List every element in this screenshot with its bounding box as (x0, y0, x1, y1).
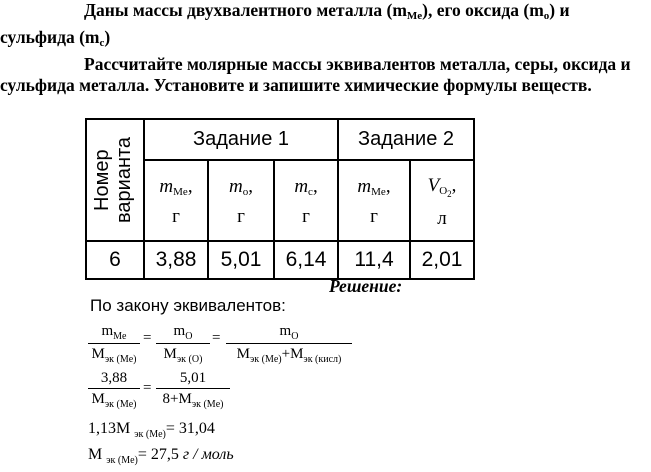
fraction-m-o: $m_O$ $M_{эк (O)}$ (156, 323, 210, 365)
equation-line-4: M $_{эк (Me)}$= 27,5 г / моль (88, 446, 234, 467)
equation-line-3: 1,13M $_{эк (Me)}$= 31,04 (88, 420, 215, 441)
equals-sign: = (212, 330, 221, 346)
equals-sign: = (143, 380, 152, 396)
variant-cell: 6 (86, 241, 144, 279)
problem-statement (0, 0, 651, 96)
col-header-v-o2: $V_{O_2}$, л (410, 160, 474, 241)
value-cell: 2,01 (410, 241, 474, 279)
col-header-m-c: $m_c$, г (274, 160, 338, 241)
problem-task: Рассчитайте молярные массы эквивалентов металла, серы, оксида и сульфида металла. Установите и запишите химические формулы веществ. (0, 54, 631, 95)
fraction-3-88: 3,88 $M_{эк (Me)}$ (88, 370, 140, 410)
problem-line-1: Даны массы двухвалентного металла $(m_{Me})$, его оксида $(m_o)$ и (84, 0, 570, 22)
fraction-m-me: $m_{Me}$ $M_{эк (Me)}$ (88, 323, 140, 365)
fraction-5-01: 5,01 $8+M_{эк (Me)}$ (156, 370, 230, 410)
col-header-m-o: $m_o$, г (208, 160, 274, 241)
fraction-m-o-sum: $m_O$ $M_{эк (Me)}+M_{эк (кисл)}$ (226, 323, 352, 365)
law-text: По закону эквивалентов: (90, 296, 286, 315)
value-cell: 6,14 (274, 241, 338, 279)
value-cell: 5,01 (208, 241, 274, 279)
equals-sign: = (143, 330, 152, 346)
col-header-m-me: $m_{Me}$, г (144, 160, 208, 241)
problem-line-2: сульфида $(m_c)$ (0, 27, 111, 49)
task1-header: Задание 1 (144, 119, 338, 160)
value-cell: 11,4 (338, 241, 410, 279)
col-header-m-me-2: $m_{Me}$, г (338, 160, 410, 241)
variant-header: Номер варианта (91, 136, 135, 224)
data-table (85, 118, 475, 280)
value-cell: 3,88 (144, 241, 208, 279)
solution-title: Решение: (329, 276, 403, 296)
task2-header: Задание 2 (338, 119, 474, 160)
variant-header-cell (86, 119, 144, 241)
